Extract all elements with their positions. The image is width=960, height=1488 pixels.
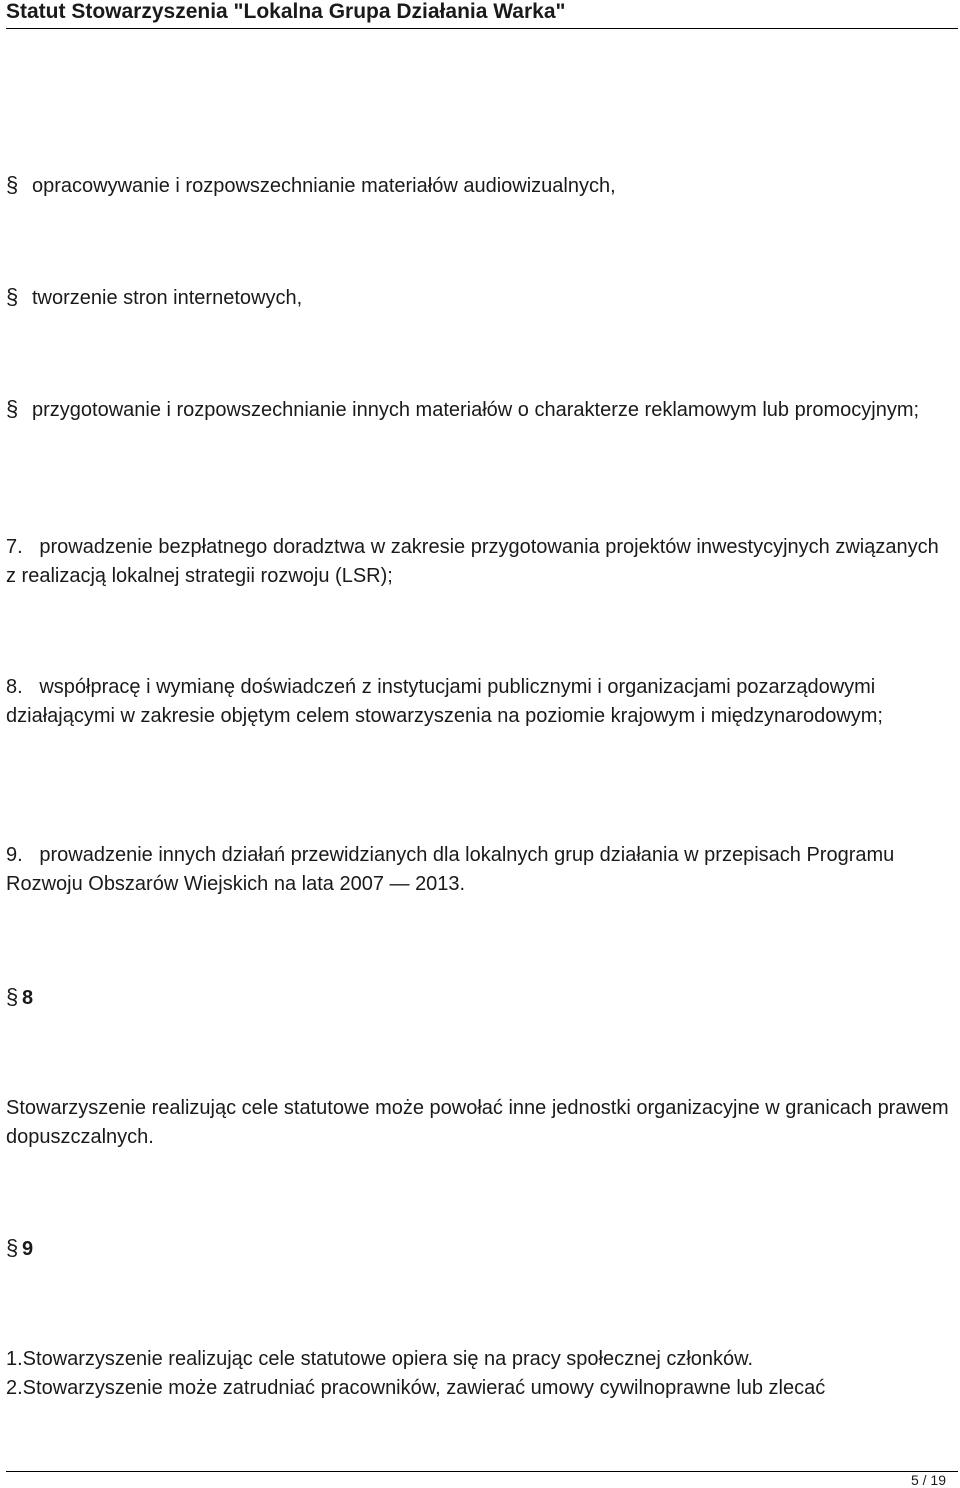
section-9-line-2: 2.Stowarzyszenie może zatrudniać pracowników, zawierać umowy cywilnoprawne lub zlecać bbox=[6, 1377, 826, 1399]
numbered-item-7: 7. prowadzenie bezpłatnego doradztwa w zakresie przygotowania projektów inwestycyjnych związanych z realizacją lokalnej strategii rozwoju (LSR); bbox=[6, 536, 945, 587]
page-footer bbox=[6, 1469, 958, 1487]
section-heading-8 bbox=[6, 982, 33, 1013]
section-heading-9 bbox=[6, 1233, 33, 1264]
section-sign-icon: § bbox=[6, 284, 19, 309]
bullet-item-text: tworzenie stron internetowych, bbox=[32, 287, 303, 309]
section-sign-icon: § bbox=[6, 1235, 19, 1260]
section-8-text: Stowarzyszenie realizując cele statutowe może powołać inne jednostki organizacyjne w granicach prawem dopuszczalnych. bbox=[6, 1097, 949, 1148]
bullet-item bbox=[6, 170, 951, 201]
section-sign-icon: § bbox=[6, 172, 19, 197]
page-number: 5 / 19 bbox=[910, 1472, 946, 1488]
footer-divider bbox=[6, 1471, 958, 1472]
bullet-item bbox=[6, 394, 951, 425]
section-9-line-1: 1.Stowarzyszenie realizując cele statutowe opiera się na pracy społecznej członków. bbox=[6, 1348, 754, 1370]
bullet-item-text: przygotowanie i rozpowszechnianie innych materiałów o charakterze reklamowym lub promocyjnym; bbox=[32, 399, 920, 421]
section-number: 9 bbox=[22, 1238, 34, 1260]
document-title: Statut Stowarzyszenia "Lokalna Grupa Działania Warka" bbox=[6, 0, 566, 23]
numbered-item-9: 9. prowadzenie innych działań przewidzianych dla lokalnych grup działania w przepisach Programu Rozwoju Obszarów Wiejskich na lata 2007 — 2013. bbox=[6, 844, 900, 895]
section-number: 8 bbox=[22, 987, 34, 1009]
numbered-item-8: 8. współpracę i wymianę doświadczeń z instytucjami publicznymi i organizacjami pozarządowymi działającymi w zakresie objętym celem stowarzyszenia na poziomie krajowym i międzynarodowym; bbox=[6, 676, 883, 727]
header-divider bbox=[6, 28, 958, 29]
section-sign-icon: § bbox=[6, 396, 19, 421]
page-header bbox=[6, 0, 958, 30]
bullet-item bbox=[6, 282, 951, 313]
section-sign-icon: § bbox=[6, 984, 19, 1009]
bullet-item-text: opracowywanie i rozpowszechnianie materiałów audiowizualnych, bbox=[32, 175, 616, 197]
